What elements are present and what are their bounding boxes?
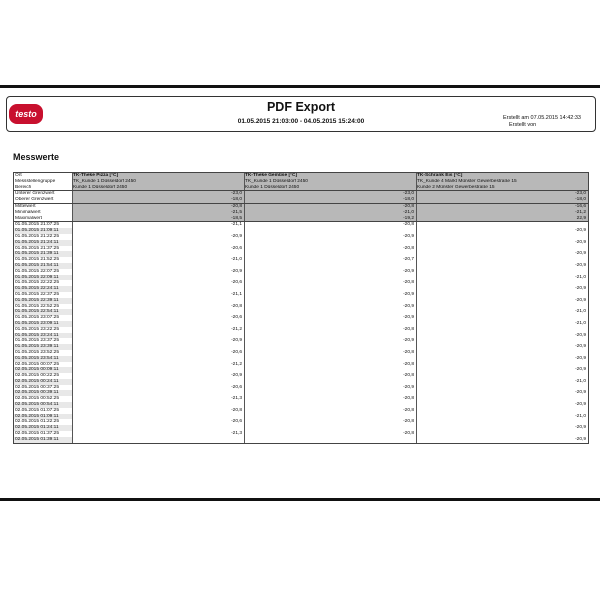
row-label: 01.05.2015 22:39:11 xyxy=(14,298,72,304)
row-label: 01.05.2015 21:09:11 xyxy=(14,228,72,234)
row-label: Unterer Grenzwert xyxy=(14,191,72,197)
row-label: 01.05.2015 22:09:11 xyxy=(14,275,72,281)
header-label-area: Bereich xyxy=(14,185,72,191)
value-cell: -21,0 xyxy=(416,309,588,315)
value-cell: -21,0 xyxy=(416,379,588,385)
value-cell: -20,8 xyxy=(244,396,416,402)
row-label: 01.05.2015 21:52:25 xyxy=(14,257,72,263)
value-cell: -20,9 xyxy=(416,251,588,257)
column-header-3: TK-Schrank Eis [°C] xyxy=(416,173,588,179)
value-cell: -20,8 xyxy=(244,246,416,252)
value-cell: -21,0 xyxy=(416,275,588,281)
row-label: 02.05.2015 00:09:11 xyxy=(14,367,72,373)
value-cell: -20,9 xyxy=(416,228,588,234)
section-title: Messwerte xyxy=(13,152,60,162)
value-cell: -20,9 xyxy=(416,298,588,304)
row-label: 01.05.2015 23:24:11 xyxy=(14,333,72,339)
value-cell: -20,8 xyxy=(244,327,416,333)
value-cell: -18,0 xyxy=(244,197,416,203)
value-cell xyxy=(72,437,244,443)
value-cell: -20,6 xyxy=(72,419,244,425)
row-label: 01.05.2015 21:39:11 xyxy=(14,251,72,257)
row-label: 02.05.2015 00:07:25 xyxy=(14,362,72,368)
statistic-row xyxy=(14,216,588,222)
column-group-2: TK_Kunde 1 Düsseldorf 2450 xyxy=(244,179,416,185)
table-row xyxy=(14,437,588,443)
row-label: 01.05.2015 23:37:25 xyxy=(14,338,72,344)
row-label: 01.05.2015 21:07:25 xyxy=(14,222,72,228)
page-bottom-border xyxy=(0,498,600,501)
row-label: 02.05.2015 01:24:11 xyxy=(14,425,72,431)
row-label: 02.05.2015 00:39:11 xyxy=(14,390,72,396)
column-area-3: Kunde 2 Münster Gewerbestraße 15 xyxy=(416,185,588,191)
header-label-group: Messstellengruppe xyxy=(14,179,72,185)
value-cell: -20,9 xyxy=(416,425,588,431)
value-cell: -20,9 xyxy=(416,437,588,443)
table-row xyxy=(14,221,588,228)
column-area-2: Kunde 1 Düsseldorf 2450 xyxy=(244,185,416,191)
row-label: 01.05.2015 22:24:11 xyxy=(14,286,72,292)
value-cell: -21,3 xyxy=(72,396,244,402)
value-cell: -21,2 xyxy=(72,327,244,333)
value-cell: -20,9 xyxy=(244,338,416,344)
table-body xyxy=(14,190,588,442)
value-cell: -21,2 xyxy=(72,362,244,368)
value-cell: -20,9 xyxy=(244,269,416,275)
testo-logo: testo xyxy=(9,104,43,124)
value-cell: -20,7 xyxy=(244,257,416,263)
row-label: 01.05.2015 23:07:25 xyxy=(14,315,72,321)
header-label-location: Ort xyxy=(14,173,72,179)
value-cell: -20,9 xyxy=(244,292,416,298)
row-label: 01.05.2015 22:52:25 xyxy=(14,304,72,310)
row-label: 02.05.2015 00:24:11 xyxy=(14,379,72,385)
row-label: 01.05.2015 21:37:25 xyxy=(14,246,72,252)
value-cell: -20,8 xyxy=(244,431,416,437)
value-cell: -20,8 xyxy=(244,408,416,414)
value-cell: -21,0 xyxy=(244,210,416,216)
value-cell: -20,9 xyxy=(416,356,588,362)
value-cell: -20,6 xyxy=(72,350,244,356)
value-cell: -20,9 xyxy=(416,344,588,350)
column-area-1: Kunde 1 Düsseldorf 2450 xyxy=(72,185,244,191)
row-label: 02.05.2015 01:09:11 xyxy=(14,414,72,420)
row-label: 01.05.2015 23:22:25 xyxy=(14,327,72,333)
value-cell: -21,0 xyxy=(416,414,588,420)
value-cell: -20,8 xyxy=(244,222,416,228)
value-cell: -20,9 xyxy=(72,269,244,275)
value-cell: -20,8 xyxy=(244,204,416,210)
value-cell: -20,9 xyxy=(416,367,588,373)
row-label: 01.05.2015 23:54:11 xyxy=(14,356,72,362)
limit-row xyxy=(14,197,588,203)
row-label: 01.05.2015 23:39:11 xyxy=(14,344,72,350)
report-title: PDF Export xyxy=(266,100,336,114)
row-label: Oberer Grenzwert xyxy=(14,197,72,203)
limit-row xyxy=(14,190,588,197)
row-label: 01.05.2015 22:37:25 xyxy=(14,292,72,298)
row-label: 02.05.2015 01:39:11 xyxy=(14,437,72,443)
page-top-border xyxy=(0,85,600,88)
value-cell: -20,8 xyxy=(72,408,244,414)
value-cell: -20,9 xyxy=(244,234,416,240)
row-label: 01.05.2015 22:07:25 xyxy=(14,269,72,275)
row-label: 01.05.2015 23:52:25 xyxy=(14,350,72,356)
value-cell: -20,8 xyxy=(244,419,416,425)
value-cell: -21,3 xyxy=(72,431,244,437)
value-cell: -20,9 xyxy=(416,402,588,408)
row-label: Maximalwert xyxy=(14,216,72,222)
row-label: 02.05.2015 00:54:11 xyxy=(14,402,72,408)
table-header-row xyxy=(14,185,588,191)
value-cell: -20,9 xyxy=(416,286,588,292)
value-cell: -23,0 xyxy=(416,191,588,197)
value-cell: -20,9 xyxy=(72,373,244,379)
value-cell: -20,6 xyxy=(72,280,244,286)
value-cell: -21,0 xyxy=(72,257,244,263)
column-group-1: TK_Kunde 1 Düsseldorf 2450 xyxy=(72,179,244,185)
value-cell: -16,6 xyxy=(416,204,588,210)
value-cell xyxy=(244,437,416,443)
row-label: 01.05.2015 21:54:11 xyxy=(14,263,72,269)
value-cell: -20,9 xyxy=(244,315,416,321)
value-cell: -20,9 xyxy=(416,240,588,246)
value-cell: -20,6 xyxy=(72,315,244,321)
row-label: 01.05.2015 22:22:25 xyxy=(14,280,72,286)
value-cell: -20,9 xyxy=(416,390,588,396)
row-label: Mittelwert xyxy=(14,204,72,210)
value-cell: -19,2 xyxy=(244,216,416,222)
measurements-table xyxy=(13,172,589,444)
row-label: 01.05.2015 21:24:11 xyxy=(14,240,72,246)
value-cell: -21,0 xyxy=(416,321,588,327)
created-by: Erstellt von xyxy=(509,122,537,128)
row-label: 02.05.2015 01:22:25 xyxy=(14,419,72,425)
row-label: 02.05.2015 01:37:25 xyxy=(14,431,72,437)
value-cell: -21,1 xyxy=(72,222,244,228)
row-label: 02.05.2015 01:07:25 xyxy=(14,408,72,414)
value-cell: -20,9 xyxy=(72,234,244,240)
value-cell: -21,1 xyxy=(72,292,244,298)
value-cell: -20,8 xyxy=(244,373,416,379)
value-cell: -20,8 xyxy=(244,280,416,286)
value-cell: -21,2 xyxy=(416,210,588,216)
column-header-2: TK-Theke Gemüse [°C] xyxy=(244,173,416,179)
value-cell: -18,0 xyxy=(416,197,588,203)
row-label: 01.05.2015 22:54:11 xyxy=(14,309,72,315)
value-cell: 22,9 xyxy=(416,216,588,222)
created-on: Erstellt am 07.05.2015 14:42:33 xyxy=(503,115,581,121)
value-cell: -20,9 xyxy=(244,304,416,310)
value-cell: -20,8 xyxy=(244,362,416,368)
value-cell: -20,9 xyxy=(416,333,588,339)
report-header xyxy=(6,96,596,132)
value-cell: -20,9 xyxy=(244,385,416,391)
value-cell: -20,8 xyxy=(72,304,244,310)
value-cell: -20,6 xyxy=(72,246,244,252)
row-label: 01.05.2015 23:09:11 xyxy=(14,321,72,327)
value-cell: -20,6 xyxy=(72,385,244,391)
value-cell: -18,5 xyxy=(72,216,244,222)
statistic-row xyxy=(14,203,588,210)
value-cell: -18,0 xyxy=(72,197,244,203)
value-cell: -23,0 xyxy=(244,191,416,197)
column-header-1: TK-Theke Pizza [°C] xyxy=(72,173,244,179)
row-label: 02.05.2015 00:52:25 xyxy=(14,396,72,402)
value-cell: -20,8 xyxy=(244,350,416,356)
value-cell: -23,0 xyxy=(72,191,244,197)
value-cell: -20,8 xyxy=(72,204,244,210)
value-cell: -20,9 xyxy=(72,338,244,344)
value-cell: -21,5 xyxy=(72,210,244,216)
row-label: 01.05.2015 21:22:25 xyxy=(14,234,72,240)
value-cell: -20,9 xyxy=(416,263,588,269)
row-label: 02.05.2015 00:37:25 xyxy=(14,385,72,391)
report-date-range: 01.05.2015 21:03:00 - 04.05.2015 15:24:00 xyxy=(237,118,365,125)
column-group-3: TK_Kunde 4 Markt Münster Gewerbestraße 15 xyxy=(416,179,588,185)
row-label: 02.05.2015 00:22:25 xyxy=(14,373,72,379)
row-label: Minimalwert xyxy=(14,210,72,216)
